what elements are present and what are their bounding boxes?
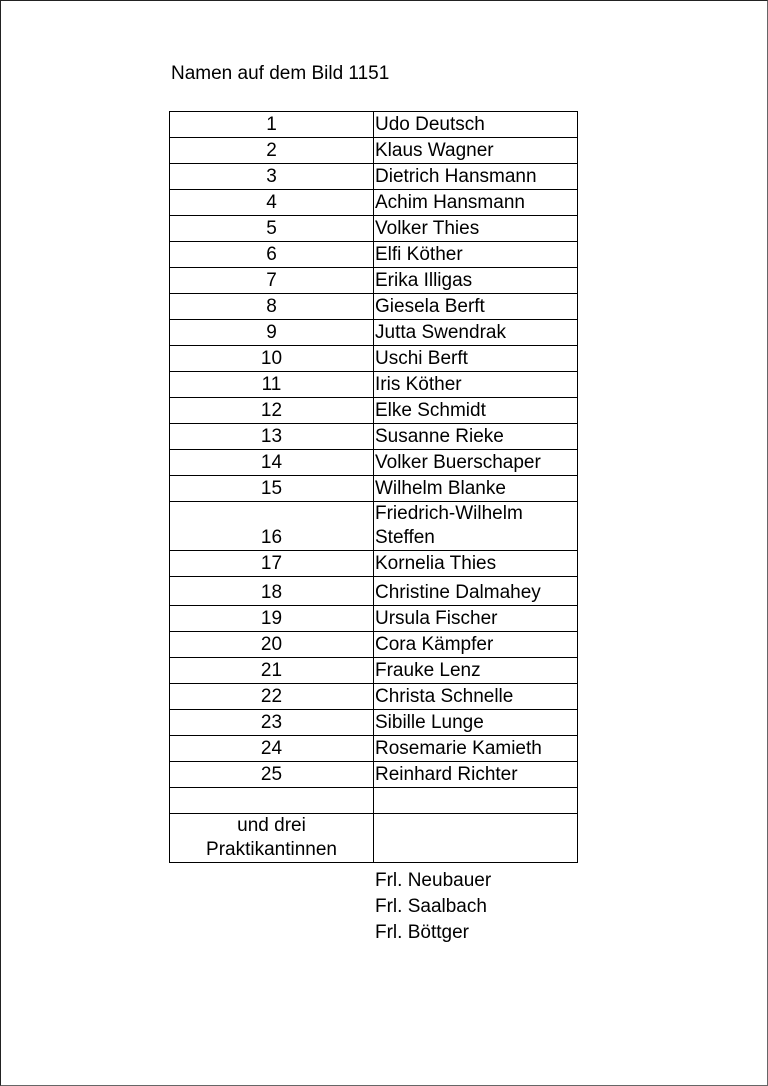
table-row (170, 398, 578, 424)
table-row (170, 268, 578, 294)
person-name: Christine Dalmahey (374, 577, 578, 606)
table-row (170, 684, 578, 710)
table-row (170, 372, 578, 398)
interns-label: und drei Praktikantinnen (170, 814, 374, 863)
person-name: Christa Schnelle (374, 684, 578, 710)
row-number: 18 (170, 577, 374, 606)
row-number: 20 (170, 632, 374, 658)
row-number: 1 (170, 112, 374, 138)
table-row (170, 216, 578, 242)
table-row (170, 294, 578, 320)
person-name: Kornelia Thies (374, 551, 578, 577)
person-name: Jutta Swendrak (374, 320, 578, 346)
table-row (170, 577, 578, 606)
names-table (169, 111, 578, 863)
person-name: Erika Illigas (374, 268, 578, 294)
person-name: Giesela Berft (374, 294, 578, 320)
person-name: Frauke Lenz (374, 658, 578, 684)
table-row (170, 164, 578, 190)
table-row (170, 138, 578, 164)
row-number: 22 (170, 684, 374, 710)
row-number: 15 (170, 476, 374, 502)
page-title: Namen auf dem Bild 1151 (171, 63, 390, 84)
row-number: 8 (170, 294, 374, 320)
table-row (170, 710, 578, 736)
person-name: Klaus Wagner (374, 138, 578, 164)
person-name: Reinhard Richter (374, 762, 578, 788)
table-row (170, 632, 578, 658)
person-name: Elfi Köther (374, 242, 578, 268)
row-number: 5 (170, 216, 374, 242)
table-row (170, 346, 578, 372)
row-number: 13 (170, 424, 374, 450)
table-row (170, 242, 578, 268)
row-number: 9 (170, 320, 374, 346)
person-name: Sibille Lunge (374, 710, 578, 736)
table-row (170, 736, 578, 762)
person-name: Cora Kämpfer (374, 632, 578, 658)
table-row (170, 112, 578, 138)
person-name: Friedrich-Wilhelm Steffen (374, 502, 578, 551)
intern-name: Frl. Böttger (375, 922, 469, 943)
table-row (170, 502, 578, 551)
table-row (170, 450, 578, 476)
row-number: 12 (170, 398, 374, 424)
person-name: Ursula Fischer (374, 606, 578, 632)
row-number: 23 (170, 710, 374, 736)
row-number: 4 (170, 190, 374, 216)
interns-row (170, 814, 578, 863)
table-row (170, 424, 578, 450)
row-number: 7 (170, 268, 374, 294)
person-name: Rosemarie Kamieth (374, 736, 578, 762)
table-row (170, 320, 578, 346)
table-row (170, 658, 578, 684)
table-row (170, 190, 578, 216)
row-number: 11 (170, 372, 374, 398)
row-number: 19 (170, 606, 374, 632)
person-name: Uschi Berft (374, 346, 578, 372)
person-name: Dietrich Hansmann (374, 164, 578, 190)
person-name: Wilhelm Blanke (374, 476, 578, 502)
person-name: Volker Buerschaper (374, 450, 578, 476)
row-number: 24 (170, 736, 374, 762)
person-name: Iris Köther (374, 372, 578, 398)
row-number: 3 (170, 164, 374, 190)
intern-name: Frl. Neubauer (375, 870, 492, 891)
row-number: 10 (170, 346, 374, 372)
row-number: 21 (170, 658, 374, 684)
person-name: Achim Hansmann (374, 190, 578, 216)
person-name: Susanne Rieke (374, 424, 578, 450)
table-row (170, 551, 578, 577)
table-row (170, 606, 578, 632)
person-name: Udo Deutsch (374, 112, 578, 138)
intern-name: Frl. Saalbach (375, 896, 487, 917)
table-row (170, 762, 578, 788)
person-name: Elke Schmidt (374, 398, 578, 424)
row-number: 6 (170, 242, 374, 268)
person-name: Volker Thies (374, 216, 578, 242)
empty-row (170, 788, 578, 814)
row-number: 2 (170, 138, 374, 164)
row-number: 25 (170, 762, 374, 788)
row-number: 16 (170, 502, 374, 551)
table-row (170, 476, 578, 502)
row-number: 14 (170, 450, 374, 476)
row-number: 17 (170, 551, 374, 577)
